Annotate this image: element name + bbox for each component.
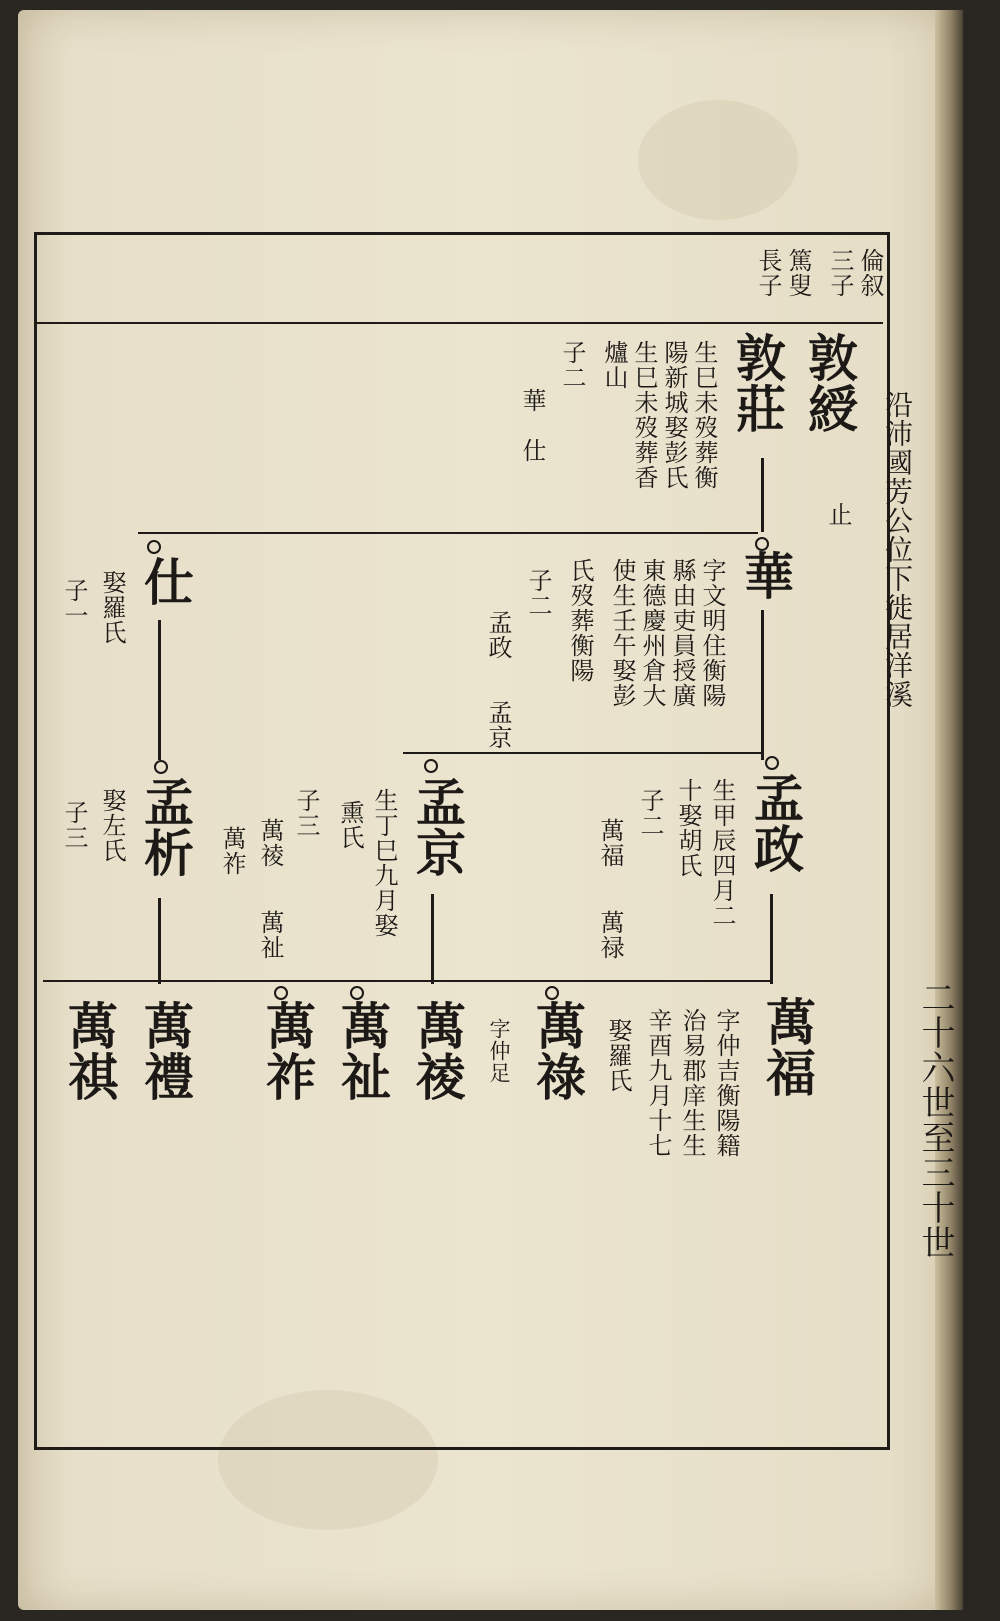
entry-mengjing-son: 萬祉: [256, 910, 284, 960]
entry-mengxi-text: 子三: [60, 800, 88, 850]
lineage-node: [154, 760, 168, 774]
entry-mengzheng-name: 孟政: [746, 772, 805, 874]
entry-wanlu-text: 字仲足: [487, 1018, 511, 1084]
entry-hua-text: 字文明住衡陽: [698, 558, 726, 708]
entry-mengjing-son: 萬祚: [218, 826, 246, 876]
lineage-node: [424, 759, 438, 773]
entry-dunzhuang-text: 爐山: [600, 340, 628, 390]
entry-hua-name: 華: [736, 550, 795, 601]
branch-note: 沿沛國芳公位下徙居洋溪: [881, 390, 914, 709]
gen-divider-2: [403, 752, 763, 754]
entry-dunzhuang-text: 生巳未歿葬香: [630, 340, 658, 490]
entry-mengxi-text: 娶左氏: [98, 788, 126, 863]
gen-divider-3: [43, 980, 773, 982]
lineage-line: [431, 894, 434, 984]
entry-hua-text: 使生壬午娶彭: [608, 558, 636, 708]
generation-range: 二十六世至三十世: [915, 980, 955, 1260]
top-note-rank: 三子: [826, 248, 854, 298]
entry-mengxi-name: 孟析: [136, 776, 195, 878]
paper-stain: [638, 100, 798, 220]
entry-mengzheng-text: 生甲辰四月二: [708, 778, 736, 928]
lineage-line: [770, 894, 773, 984]
entry-hua-text: 氏歿葬衡陽: [566, 558, 594, 683]
entry-mengjing-son: 萬祾: [256, 818, 284, 868]
lineage-node: [755, 537, 769, 551]
entry-wanzhi-name: 萬祉: [333, 1000, 392, 1102]
top-note-father: 倫叙: [856, 248, 884, 298]
entry-wanfu-name: 萬福: [758, 996, 817, 1098]
genealogy-page: [18, 10, 963, 1610]
entry-shi-text: 子一: [60, 578, 88, 628]
entry-mengzheng-son: 萬禄: [596, 910, 624, 960]
entry-dunzhuang-text: 子二: [558, 340, 586, 390]
entry-mengjing-name: 孟京: [408, 776, 467, 878]
gen-divider-1: [138, 532, 758, 534]
lineage-node: [147, 540, 161, 554]
header-rule: [37, 322, 883, 324]
entry-wanzuo-name: 萬祚: [258, 1000, 317, 1102]
entry-dunzhuang-text: 陽新城娶彭氏: [660, 340, 688, 490]
entry-hua-text: 子二: [524, 568, 552, 618]
entry-dunshou-note: 止: [824, 502, 852, 527]
entry-hua-son: 孟政: [484, 610, 512, 660]
entry-dunzhuang-text: 生巳未歿葬衡: [690, 340, 718, 490]
entry-shi-text: 娶羅氏: [98, 570, 126, 645]
lineage-node: [765, 756, 779, 770]
lineage-line: [158, 898, 161, 984]
lineage-line: [158, 620, 161, 760]
entry-dunzhuang-son: 華: [518, 388, 546, 413]
entry-wanfu-text: 字仲吉衡陽籍: [712, 1008, 740, 1158]
entry-mengzheng-text: 子二: [636, 788, 664, 838]
entry-wanli-name: 萬禮: [136, 1000, 195, 1102]
entry-shi-name: 仕: [136, 556, 195, 607]
entry-wanling-name: 萬祾: [408, 1000, 467, 1102]
entry-dunzhuang-son: 仕: [518, 438, 546, 463]
entry-mengjing-text: 子三: [292, 788, 320, 838]
entry-hua-text: 東德慶州倉大: [638, 558, 666, 708]
lineage-node: [350, 986, 364, 1000]
book-spine: [935, 10, 963, 1610]
lineage-node: [545, 986, 559, 1000]
entry-mengjing-text: 熏氏: [336, 800, 364, 850]
lineage-node: [274, 986, 288, 1000]
top-note-rank2: 長子: [754, 248, 782, 298]
entry-wanfu-text: 辛酉九月十七: [644, 1008, 672, 1158]
entry-hua-son: 孟京: [484, 700, 512, 750]
lineage-line: [761, 458, 764, 532]
entry-wanlu-name: 萬祿: [528, 1000, 587, 1102]
entry-wanfu-text: 娶羅氏: [604, 1018, 632, 1093]
entry-dunzhuang-name: 敦莊: [728, 332, 787, 434]
entry-wanfu-text: 治易郡庠生生: [678, 1008, 706, 1158]
entry-mengjing-text: 生丁巳九月娶: [370, 788, 398, 938]
entry-dunshou-name: 敦綬: [800, 332, 859, 434]
lineage-line: [761, 610, 764, 760]
entry-mengzheng-son: 萬福: [596, 818, 624, 868]
top-note-name: 篤叟: [784, 248, 812, 298]
entry-mengzheng-text: 十娶胡氏: [674, 778, 702, 878]
entry-wanqi-name: 萬祺: [60, 1000, 119, 1102]
entry-hua-text: 縣由吏員授廣: [668, 558, 696, 708]
